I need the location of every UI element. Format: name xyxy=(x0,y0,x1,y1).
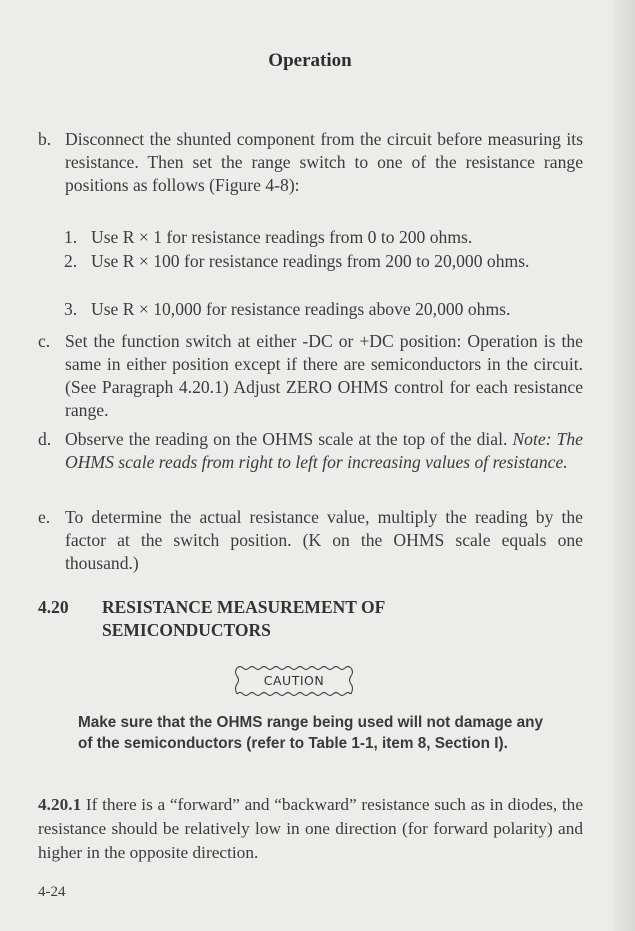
step-d-note: Note: The OHMS scale reads from right to left for increasing values of resistance. xyxy=(65,429,583,472)
caution-badge xyxy=(231,664,357,698)
page-edge xyxy=(613,0,635,931)
section-title-line1: RESISTANCE MEASUREMENT OF xyxy=(102,597,386,617)
substep-3-marker: 3. xyxy=(64,299,78,319)
step-b-text: Disconnect the shunted component from the circuit before measuring its resistance. Then set the range switch to one of the resistance range positions as follows (Figure 4-8): xyxy=(65,129,583,195)
list-item xyxy=(64,298,584,321)
step-c-text: Set the function switch at either -DC or +DC position: Operation is the same in either position except if there are semiconductors in the circuit. (See Paragraph 4.20.1) Adjust ZERO OHMS control for each resistance range. xyxy=(65,331,583,420)
paragraph-text: If there is a “forward” and “backward” resistance such as in diodes, the resistance should be relatively low in one direction (for forward polarity) and higher in the opposite direction. xyxy=(38,795,583,862)
step-b xyxy=(38,128,583,197)
step-e xyxy=(38,506,583,575)
step-e-text: To determine the actual resistance value, multiply the reading by the factor at the switch position. (K on the OHMS scale equals one thousand.) xyxy=(65,507,583,573)
substep-1-marker: 1. xyxy=(64,227,78,247)
step-d xyxy=(38,428,583,474)
page-number: 4-24 xyxy=(38,884,66,900)
substep-2-text: Use R × 100 for resistance readings from 200 to 20,000 ohms. xyxy=(91,251,530,271)
section-number: 4.20 xyxy=(38,597,69,617)
paragraph-number: 4.20.1 xyxy=(38,795,82,814)
list-item xyxy=(64,250,584,273)
step-d-marker: d. xyxy=(38,429,52,449)
caution-text: Make sure that the OHMS range being used will not damage any of the semiconductors (refer to Table 1-1, item 8, Section I). xyxy=(78,714,543,752)
paragraph-4-20-1 xyxy=(38,793,583,865)
substep-3-text: Use R × 10,000 for resistance readings above 20,000 ohms. xyxy=(91,299,511,319)
step-c xyxy=(38,330,583,422)
step-c-marker: c. xyxy=(38,331,51,351)
substep-1-text: Use R × 1 for resistance readings from 0 to 200 ohms. xyxy=(91,227,473,247)
step-d-text: Observe the reading on the OHMS scale at the top of the dial. xyxy=(65,429,508,449)
section-title-line2: SEMICONDUCTORS xyxy=(102,620,271,640)
step-b-marker: b. xyxy=(38,129,52,149)
list-item xyxy=(64,226,584,249)
step-e-marker: e. xyxy=(38,507,51,527)
substep-2-marker: 2. xyxy=(64,251,78,271)
caution-label: CAUTION xyxy=(263,673,325,688)
page-title: Operation xyxy=(268,50,352,71)
